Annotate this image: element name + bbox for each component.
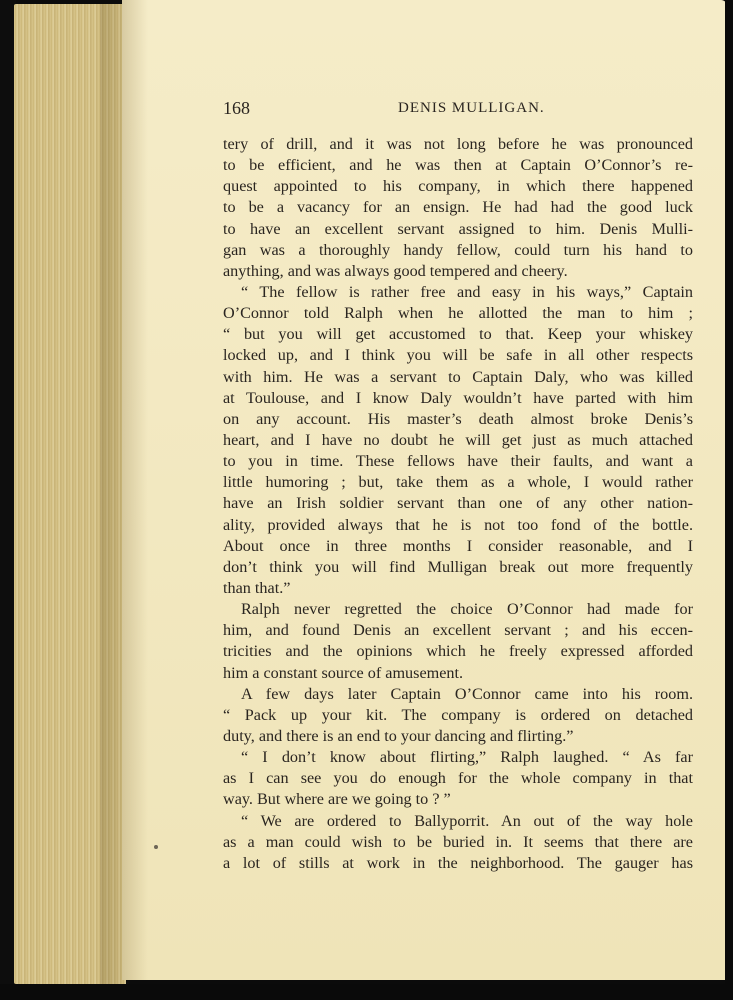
text-line: a lot of stills at work in the neighborhood. The gauger has [223,853,693,872]
text-line: locked up, and I think you will be safe in all other respects [223,346,693,365]
text-line: him, and found Denis an excellent servant ; and his eccen- [223,621,693,640]
text-line: on any account. His master’s death almost broke Denis’s [223,409,693,428]
text-line: tery of drill, and it was not long before he was pronounced [223,135,693,153]
text-line: duty, and there is an end to your dancing and flirting.” [223,726,574,745]
text-line: tricities and the opinions which he freely expressed afforded [223,642,693,661]
text-line: little humoring ; but, take them as a whole, I would rather [223,473,693,492]
scan-background-bottom [0,984,733,1000]
running-title: DENIS MULLIGAN. [398,100,545,116]
text-line: with him. He was a servant to Captain Daly, who was killed [223,367,693,386]
text-line: quest appointed to his company, in which there happened [223,177,693,196]
text-line: gan was a thoroughly handy fellow, could turn his hand to [223,240,693,259]
text-line: “ We are ordered to Ballyporrit. An out of the way hole [241,811,693,830]
text-line: “ I don’t know about flirting,” Ralph laughed. “ As far [241,748,693,767]
text-line: O’Connor told Ralph when he allotted the man to him ; [223,304,693,323]
text-line: him a constant source of amusement. [223,663,464,682]
text-line: way. But where are we going to ? ” [223,790,451,809]
text-line: as a man could wish to be buried in. It seems that there are [223,832,693,851]
text-line: to be a vacancy for an ensign. He had had the good luck [223,198,693,217]
text-line: at Toulouse, and I know Daly wouldn’t have parted with him [223,388,693,407]
text-line: “ The fellow is rather free and easy in his ways,” Captain [241,282,693,301]
text-line: to have an excellent servant assigned to him. Denis Mulli- [223,219,693,238]
text-line: heart, and I have no doubt he will get just as much attached [223,430,693,449]
text-line: don’t think you will find Mulligan break out more frequently [223,557,693,576]
page-gutter-shadow [122,0,148,980]
text-line: ality, provided always that he is not too fond of the bottle. [223,515,693,534]
text-line: than that.” [223,578,291,597]
text-line: anything, and was always good tempered and cheery. [223,261,568,280]
scan-background-right [725,0,733,1000]
text-line: as I can see you do enough for the whole company in that [223,769,693,788]
page-number: 168 [223,98,250,118]
text-line: A few days later Captain O’Connor came into his room. [241,684,693,703]
text-line: have an Irish soldier servant than one of any other nation- [223,494,693,513]
text-line: “ Pack up your kit. The company is ordered on detached [223,705,693,724]
body-text [223,134,693,874]
text-line: About once in three months I consider reasonable, and I [223,536,693,555]
text-line: to be efficient, and he was then at Captain O’Connor’s re- [223,156,693,175]
page-header [223,98,693,122]
text-line: “ but you will get accustomed to that. Keep your whiskey [223,325,693,344]
text-line: Ralph never regretted the choice O’Connor had made for [241,600,693,619]
text-line: to you in time. These fellows have their faults, and want a [223,452,693,471]
paper-speck [154,845,158,849]
